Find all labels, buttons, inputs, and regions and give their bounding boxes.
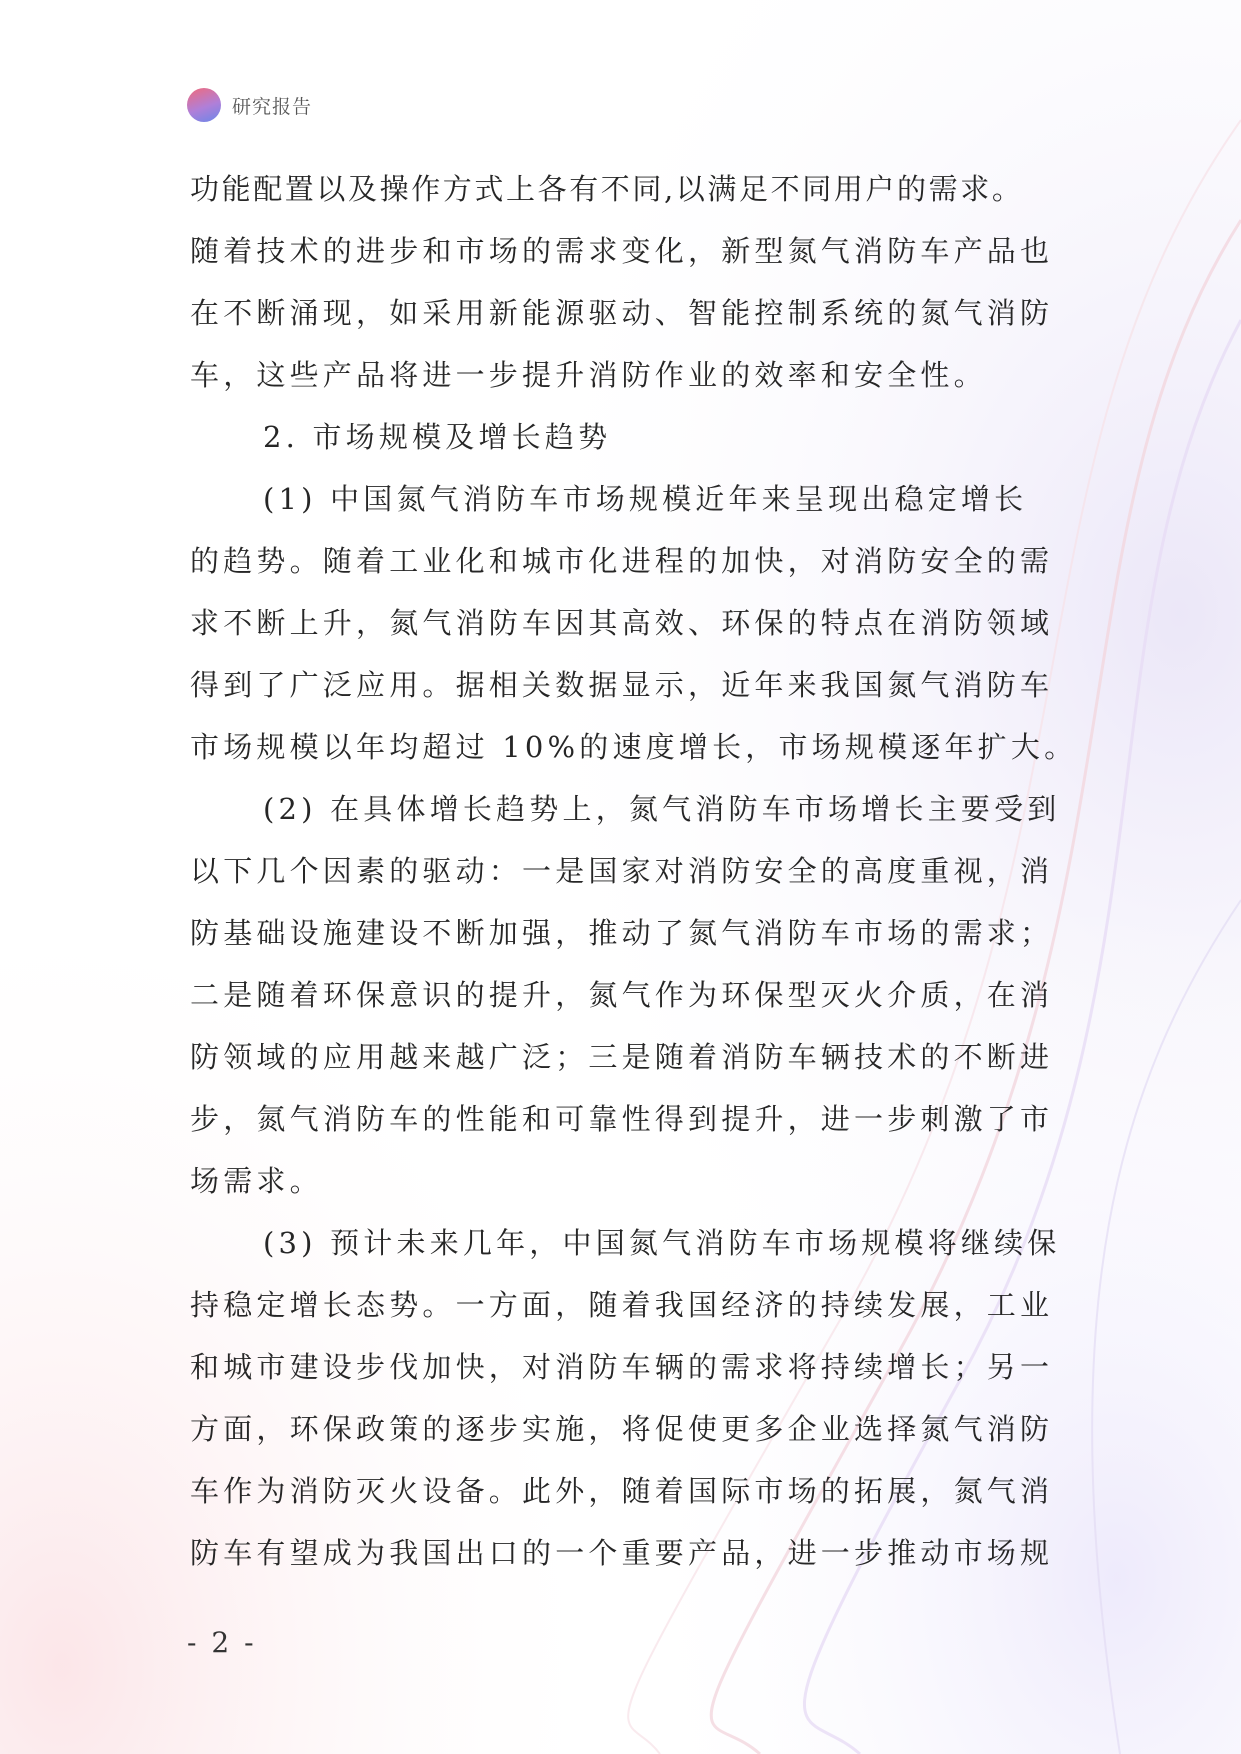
text-line: (1) 中国氮气消防车市场规模近年来呈现出稳定增长 <box>263 482 1028 516</box>
document-body <box>190 158 1095 1584</box>
text-line: 以下几个因素的驱动：一是国家对消防安全的高度重视，消 <box>190 854 1054 888</box>
text-line: 车作为消防灭火设备。此外，随着国际市场的拓展，氮气消 <box>190 1474 1054 1508</box>
text-line: 防车有望成为我国出口的一个重要产品，进一步推动市场规 <box>190 1536 1054 1570</box>
text-line: 的趋势。随着工业化和城市化进程的加快，对消防安全的需 <box>190 544 1054 578</box>
text-line: 在不断涌现，如采用新能源驱动、智能控制系统的氮气消防 <box>190 296 1054 330</box>
text-line: 得到了广泛应用。据相关数据显示，近年来我国氮气消防车 <box>190 668 1054 702</box>
text-line: 和城市建设步伐加快，对消防车辆的需求将持续增长；另一 <box>190 1350 1054 1384</box>
text-line: 二是随着环保意识的提升，氮气作为环保型灭火介质，在消 <box>190 978 1054 1012</box>
section-heading: 2. 市场规模及增长趋势 <box>263 420 612 454</box>
page-number: - 2 - <box>187 1626 257 1659</box>
text-line: 市场规模以年均超过 10%的速度增长，市场规模逐年扩大。 <box>190 730 1078 764</box>
text-line: (2) 在具体增长趋势上，氮气消防车市场增长主要受到 <box>263 792 1061 826</box>
header-title: 研究报告 <box>232 95 313 118</box>
text-line: 持稳定增长态势。一方面，随着我国经济的持续发展，工业 <box>190 1288 1054 1322</box>
logo-icon <box>187 88 221 122</box>
text-line: 场需求。 <box>190 1164 323 1198</box>
text-line: 防基础设施建设不断加强，推动了氮气消防车市场的需求； <box>190 916 1054 950</box>
text-line: 方面，环保政策的逐步实施，将促使更多企业选择氮气消防 <box>190 1412 1054 1446</box>
text-line: 步，氮气消防车的性能和可靠性得到提升，进一步刺激了市 <box>190 1102 1054 1136</box>
text-line: 随着技术的进步和市场的需求变化，新型氮气消防车产品也 <box>190 234 1054 268</box>
text-line: 防领域的应用越来越广泛；三是随着消防车辆技术的不断进 <box>190 1040 1054 1074</box>
text-line: (3) 预计未来几年，中国氮气消防车市场规模将继续保 <box>263 1226 1061 1260</box>
text-line: 求不断上升，氮气消防车因其高效、环保的特点在消防领域 <box>190 606 1054 640</box>
text-line: 车，这些产品将进一步提升消防作业的效率和安全性。 <box>190 358 987 392</box>
text-line: 功能配置以及操作方式上各有不同,以满足不同用户的需求。 <box>190 172 1024 206</box>
report-header <box>187 88 312 122</box>
